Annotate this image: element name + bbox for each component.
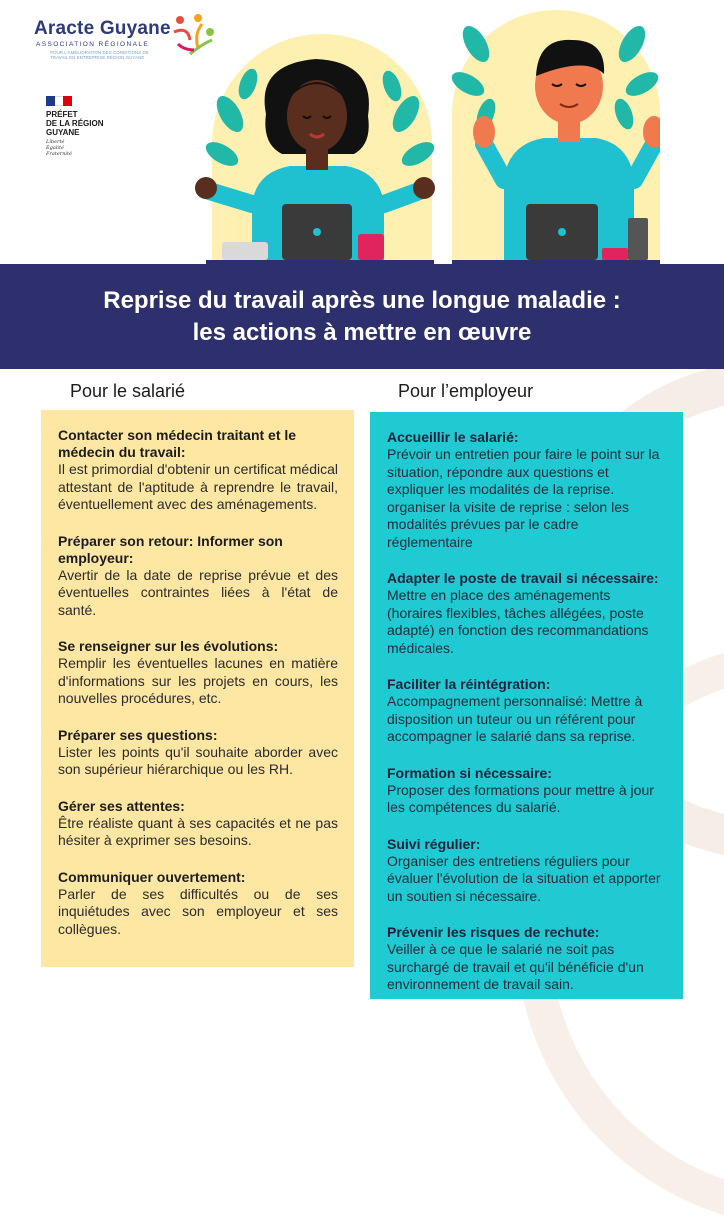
- section-title: Formation si nécessaire:: [387, 764, 552, 781]
- motto-fraternite: Fraternité: [46, 151, 72, 157]
- section-preparer-questions: [58, 727, 338, 779]
- section-title: Se renseigner sur les évolutions:: [58, 638, 279, 654]
- section-se-renseigner: [58, 638, 338, 708]
- section-text: Mettre en place des aménagements (horaires flexibles, tâches allégées, poste adapté) en fonction des recommandations médicales.: [387, 587, 649, 656]
- pen-holder: [628, 218, 648, 260]
- aracte-logo: [34, 18, 171, 60]
- section-preparer-retour: [58, 533, 338, 620]
- section-text: Remplir les éventuelles lacunes en matière d'informations sur les projets en cours, les nouvelles procédures, etc.: [58, 655, 338, 706]
- section-text: Il est primordial d'obtenir un certificat médical attestant de l'aptitude à reprendre le travail, éventuellement avec des aménagements.: [58, 461, 338, 512]
- section-text: Accompagnement personnalisé: Mettre à disposition un tuteur ou un référent pour accompagner le salarié dans sa reprise.: [387, 693, 643, 744]
- banner-title-line2: les actions à mettre en œuvre: [192, 318, 532, 346]
- section-text: Avertir de la date de reprise prévue et des éventuelles contraintes liées à l'état de santé.: [58, 566, 338, 618]
- section-title: Faciliter la réintégration:: [387, 676, 551, 692]
- prefet-line3: GUYANE: [46, 128, 80, 137]
- banner-title-line1: Reprise du travail après une longue maladie :: [103, 286, 621, 314]
- section-prevenir-rechute: [387, 924, 667, 994]
- heading-salarie: Pour le salarié: [70, 381, 186, 401]
- section-title: Adapter le poste de travail si nécessaire:: [387, 570, 659, 586]
- motto-egalite: Égalité: [46, 145, 64, 151]
- section-contacter-medecin: [58, 427, 338, 514]
- section-title: Préparer ses questions:: [58, 726, 218, 743]
- section-title: Gérer ses attentes:: [58, 797, 185, 814]
- employeur-actions-box: [370, 412, 683, 999]
- logo-title: Aracte Guyane: [34, 18, 171, 39]
- section-gerer-attentes: [58, 798, 338, 850]
- section-suivi-regulier: [387, 836, 667, 906]
- section-title: Préparer son retour: Informer son employeur:: [58, 532, 283, 566]
- section-text: Proposer des formations pour mettre à jour les compétences du salarié.: [387, 781, 654, 815]
- section-text: Veiller à ce que le salarié ne soit pas surchargé de travail et qu'il bénéficie d'un environnement de travail sain.: [387, 941, 644, 992]
- logo-subtitle: ASSOCIATION RÉGIONALE: [36, 41, 150, 48]
- french-flag-icon: [46, 96, 72, 106]
- section-text: Organiser des entretiens réguliers pour évaluer l'évolution de la situation et apporter un soutien si nécessaire.: [387, 852, 661, 904]
- section-title: Accueillir le salarié:: [387, 429, 519, 445]
- section-title: Prévenir les risques de rechute:: [387, 924, 600, 940]
- section-faciliter-reintegration: [387, 676, 667, 746]
- prefet-block: [46, 96, 103, 157]
- notebook: [602, 248, 628, 260]
- meditation-illustration: [186, 4, 660, 266]
- logo-tagline: POUR L'AMÉLIORATION DES CONDITIONS DE TRAVAIL EN ENTREPRISE RÉGION GUYANE: [50, 50, 149, 60]
- motto-liberte: Liberté: [46, 139, 65, 145]
- title-banner: [0, 264, 724, 369]
- mug: [358, 234, 384, 260]
- section-communiquer: [58, 869, 338, 939]
- section-title: Suivi régulier:: [387, 835, 481, 852]
- section-adapter-poste: [387, 570, 667, 657]
- section-text: Être réaliste quant à ses capacités et ne pas hésiter à exprimer ses besoins.: [58, 814, 338, 848]
- section-title: Contacter son médecin traitant et le médecin du travail:: [58, 427, 297, 460]
- prefet-line2: DE LA RÉGION: [46, 119, 104, 128]
- section-accueillir: [387, 429, 667, 551]
- heading-employeur: Pour l’employeur: [398, 381, 534, 401]
- books: [222, 242, 268, 260]
- section-title: Communiquer ouvertement:: [58, 868, 246, 885]
- section-text: Lister les points qu'il souhaite aborder avec son supérieur hiérarchique ou les RH.: [58, 743, 338, 777]
- salarie-actions-box: [41, 410, 354, 967]
- section-formation: [387, 765, 667, 817]
- section-text: Prévoir un entretien pour faire le point sur la situation, répondre aux questions et expliquer les modalités de la reprise. organiser la visite de reprise : selon les modalités prévues par le cadre réglementaire: [387, 446, 660, 550]
- prefet-line1: PRÉFET: [46, 110, 78, 119]
- section-text: Parler de ses difficultés ou de ses inquiétudes avec son employeur et ses collègues.: [58, 885, 338, 937]
